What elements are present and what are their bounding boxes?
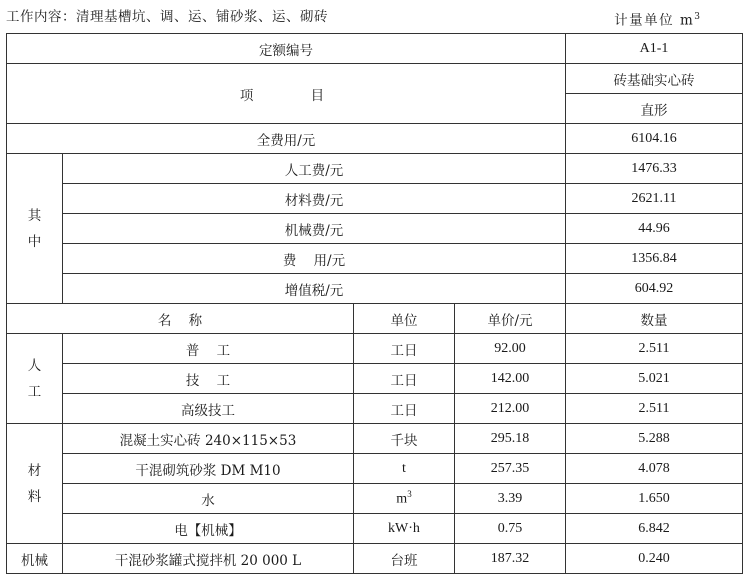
material-label (7, 424, 63, 544)
table-row (7, 34, 743, 64)
cost-item-value: 1476.33 (566, 154, 743, 184)
labor-price: 212.00 (455, 394, 566, 424)
table-row (7, 244, 743, 274)
material-price: 257.35 (455, 454, 566, 484)
cost-item-label: 人工费/元 (63, 154, 566, 184)
item-sub: 直形 (566, 94, 743, 124)
material-unit: t (354, 454, 455, 484)
work-content-text: 工作内容：清理基槽坑、调、运、铺砂浆、运、砌砖 (6, 9, 328, 25)
material-unit: kW·h (354, 514, 455, 544)
material-unit: 千块 (354, 424, 455, 454)
quota-table (6, 33, 743, 574)
unit-text: 计量单位 m (614, 12, 695, 29)
labor-qty: 2.511 (566, 334, 743, 364)
col-header-qty: 数量 (566, 304, 743, 334)
quota-code-label: 定额编号 (7, 34, 566, 64)
labor-name: 普 工 (63, 334, 354, 364)
cost-item-value: 604.92 (566, 274, 743, 304)
material-price: 3.39 (455, 484, 566, 514)
column-header-row (7, 304, 743, 334)
cost-item-label: 费 用/元 (63, 244, 566, 274)
material-name: 干混砌筑砂浆 DM M10 (63, 454, 354, 484)
table-row (7, 364, 743, 394)
labor-unit: 工日 (354, 394, 455, 424)
col-header-price: 单价/元 (455, 304, 566, 334)
labor-char: 工 (27, 383, 42, 400)
material-char: 料 (27, 488, 42, 505)
cost-item-value: 44.96 (566, 214, 743, 244)
table-row (7, 64, 743, 94)
material-name: 水 (63, 484, 354, 514)
cost-item-value: 2621.11 (566, 184, 743, 214)
machine-name: 干混砂浆罐式搅拌机 20 000 L (63, 544, 354, 574)
among-char: 其 (27, 207, 42, 224)
col-header-name: 名 称 (7, 304, 354, 334)
material-price: 0.75 (455, 514, 566, 544)
labor-qty: 2.511 (566, 394, 743, 424)
machine-price: 187.32 (455, 544, 566, 574)
machine-qty: 0.240 (566, 544, 743, 574)
labor-name: 高级技工 (63, 394, 354, 424)
labor-qty: 5.021 (566, 364, 743, 394)
material-qty: 5.288 (566, 424, 743, 454)
quota-code-value: A1-1 (566, 34, 743, 64)
col-header-unit: 单位 (354, 304, 455, 334)
material-char: 材 (27, 462, 42, 479)
labor-label (7, 334, 63, 424)
item-name: 砖基础实心砖 (566, 64, 743, 94)
table-row (7, 394, 743, 424)
material-unit-text: m (396, 491, 408, 507)
machine-label: 机械 (7, 544, 63, 574)
table-row (7, 484, 743, 514)
labor-char: 人 (27, 357, 42, 374)
unit-superscript: 3 (694, 12, 700, 22)
material-name: 电【机械】 (63, 514, 354, 544)
material-qty: 1.650 (566, 484, 743, 514)
machine-unit: 台班 (354, 544, 455, 574)
labor-name: 技 工 (63, 364, 354, 394)
table-row (7, 124, 743, 154)
table-row (7, 544, 743, 574)
cost-item-label: 机械费/元 (63, 214, 566, 244)
labor-unit: 工日 (354, 364, 455, 394)
table-row (7, 334, 743, 364)
cost-item-label: 增值税/元 (63, 274, 566, 304)
among-char: 中 (27, 233, 42, 250)
among-label (7, 154, 63, 304)
table-row (7, 184, 743, 214)
material-unit-superscript: 3 (407, 489, 412, 500)
item-label: 项 目 (7, 64, 566, 124)
material-qty: 6.842 (566, 514, 743, 544)
labor-price: 92.00 (455, 334, 566, 364)
total-cost-label: 全费用/元 (7, 124, 566, 154)
table-row (7, 454, 743, 484)
table-row (7, 274, 743, 304)
total-cost-value: 6104.16 (566, 124, 743, 154)
cost-item-label: 材料费/元 (63, 184, 566, 214)
table-row (7, 214, 743, 244)
material-unit (354, 484, 455, 514)
table-row (7, 154, 743, 184)
labor-unit: 工日 (354, 334, 455, 364)
cost-item-value: 1356.84 (566, 244, 743, 274)
material-name: 混凝土实心砖 240×115×53 (63, 424, 354, 454)
table-row (7, 424, 743, 454)
header-line (6, 6, 744, 28)
material-price: 295.18 (455, 424, 566, 454)
material-qty: 4.078 (566, 454, 743, 484)
table-row (7, 514, 743, 544)
labor-price: 142.00 (455, 364, 566, 394)
measurement-unit (614, 6, 700, 32)
